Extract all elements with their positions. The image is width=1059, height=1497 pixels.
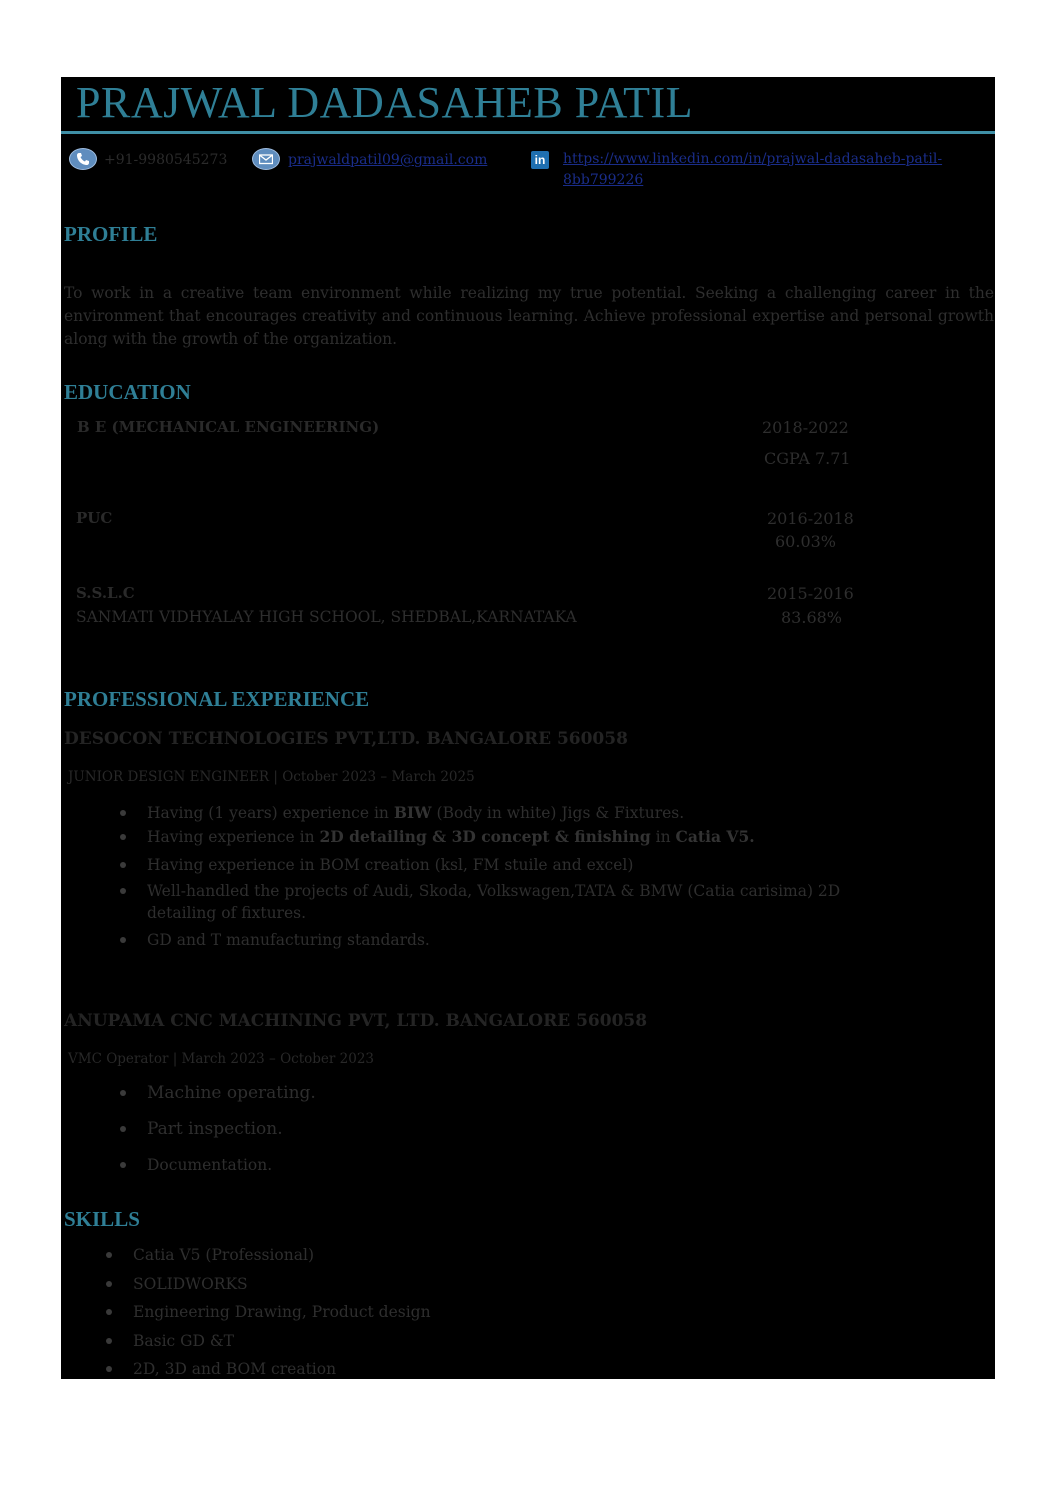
list-item: 2D, 3D and BOM creation [133,1358,431,1387]
linkedin-url-line2: 8bb799226 [563,172,644,188]
list-item: Having (1 years) experience in BIW (Body in white) Jigs & Fixtures. [147,802,840,826]
list-item: Having experience in BOM creation (ksl, FM stuile and excel) [147,854,840,880]
list-item: Basic GD &T [133,1330,431,1359]
company-name: ANUPAMA CNC MACHINING PVT, LTD. BANGALORE 560058 [64,1011,648,1031]
job-role: JUNIOR DESIGN ENGINEER | October 2023 – March 2025 [68,769,475,785]
resume-page [61,77,995,1379]
edu-score: 60.03% [775,532,837,551]
job-duties-list [147,1082,316,1190]
job-role: VMC Operator | March 2023 – October 2023 [68,1051,375,1067]
list-item: Machine operating. [147,1082,316,1118]
edu-school: SANMATI VIDHYALAY HIGH SCHOOL, SHEDBAL,KARNATAKA [76,608,577,626]
list-item: Catia V5 (Professional) [133,1244,431,1273]
list-item: SOLIDWORKS [133,1273,431,1302]
edu-score: CGPA 7.71 [764,449,851,468]
list-item: Having experience in 2D detailing & 3D concept & finishing in Catia V5. [147,826,840,854]
linkedin-link[interactable] [563,149,942,191]
phone-icon [69,148,97,170]
list-item: Part inspection. [147,1118,316,1154]
list-item: GD and T manufacturing standards. [147,929,840,953]
skills-list [133,1244,431,1387]
company-name: DESOCON TECHNOLOGIES PVT,LTD. BANGALORE 560058 [64,729,628,749]
skills-heading: SKILLS [64,1207,140,1231]
email-icon [252,148,280,170]
education-heading: EDUCATION [64,380,191,404]
edu-degree: B E (MECHANICAL ENGINEERING) [77,418,380,436]
header-divider [61,131,995,134]
list-item: Engineering Drawing, Product design [133,1301,431,1330]
candidate-name: PRAJWAL DADASAHEB PATIL [76,78,693,127]
edu-years: 2016-2018 [767,509,854,528]
linkedin-url-line1: https://www.linkedin.com/in/prajwal-dadasaheb-patil- [563,151,943,167]
experience-heading: PROFESSIONAL EXPERIENCE [64,687,370,711]
profile-heading: PROFILE [64,222,158,246]
list-item: Documentation. [147,1154,316,1190]
job-duties-list [147,802,840,953]
profile-text: To work in a creative team environment while realizing my true potential. Seeking a challenging career in the environment that encourages creativity and continuous learning. Achieve professional expertise and personal growth along with the growth of the organization. [64,284,994,348]
list-item: Well-handled the projects of Audi, Skoda, Volkswagen,TATA & BMW (Catia carisima) 2D detailing of fixtures. [147,880,840,929]
email-link[interactable]: prajwaldpatil09@gmail.com [288,152,488,168]
edu-years: 2015-2016 [767,584,854,603]
edu-degree: PUC [76,509,113,527]
edu-degree: S.S.L.C [76,584,135,602]
edu-score: 83.68% [781,608,843,627]
linkedin-icon: in [531,151,549,169]
edu-years: 2018-2022 [762,418,849,437]
phone-number: +91-9980545273 [104,152,228,168]
